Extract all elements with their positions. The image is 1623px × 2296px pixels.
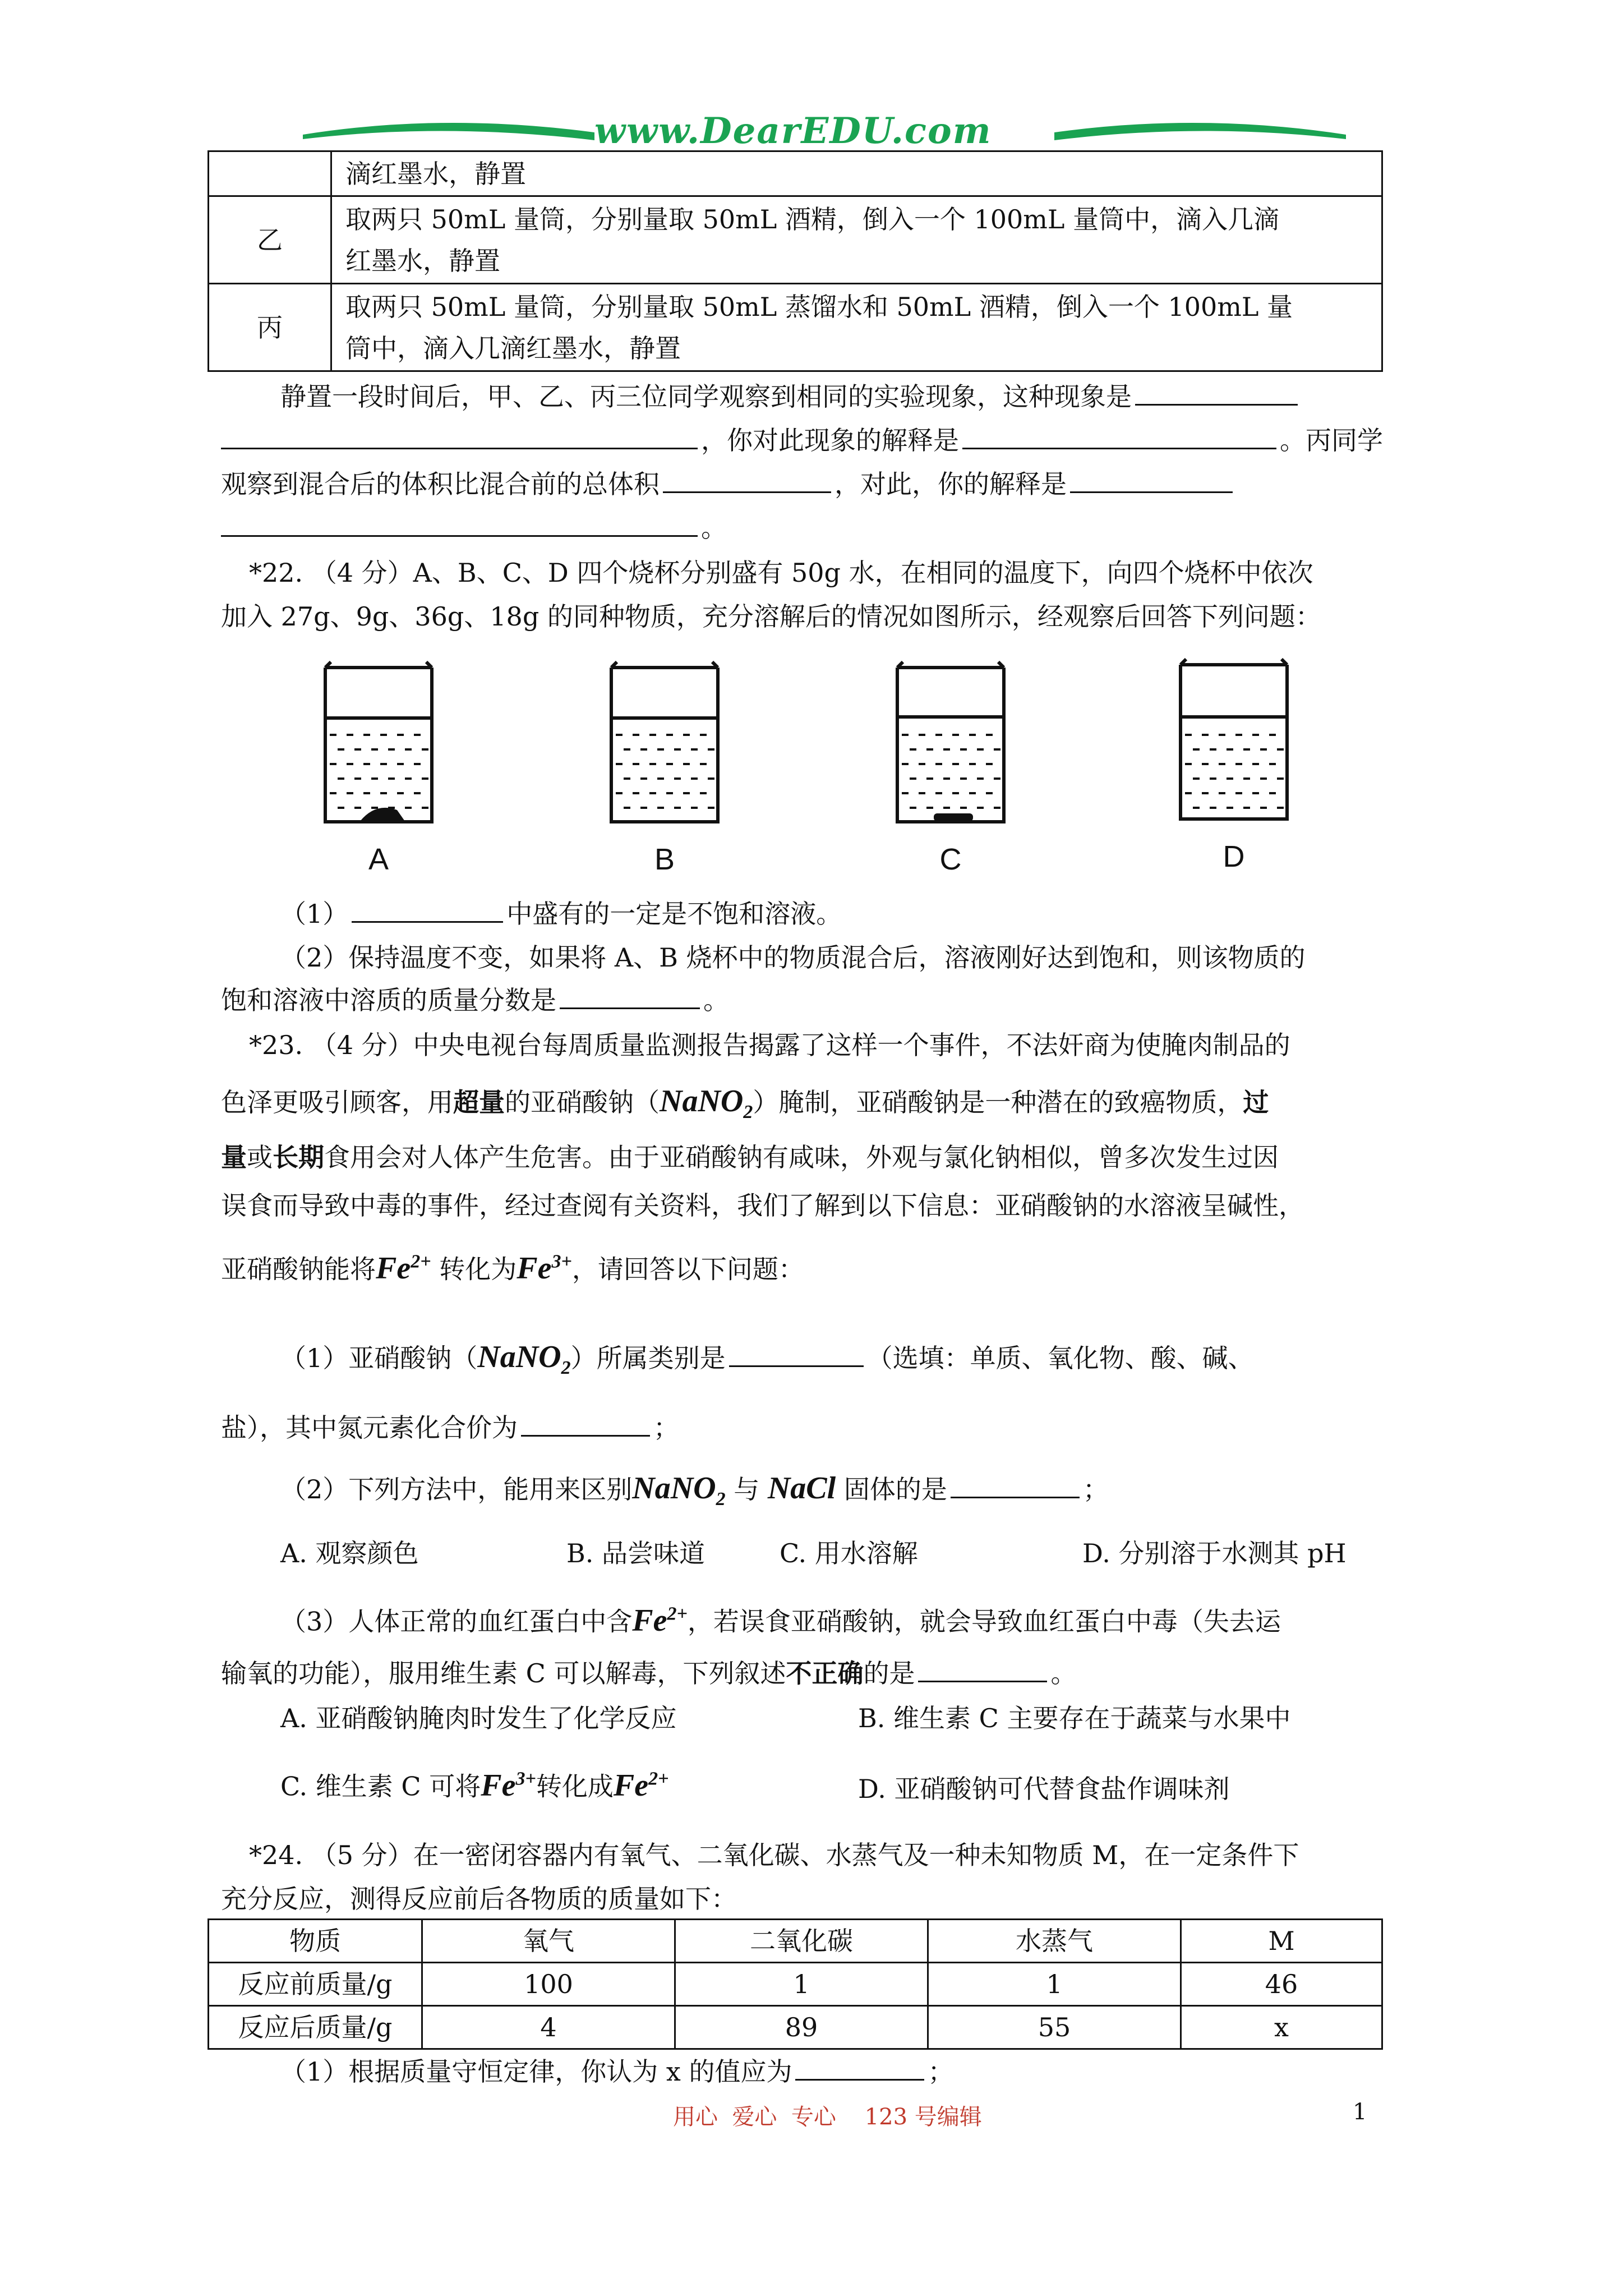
q21-line2: ，你对此现象的解释是 。丙同学 — [221, 418, 1383, 462]
table-cell: 1 — [928, 1963, 1181, 2006]
q23-line4: 误食而导致中毒的事件，经过查阅有关资料，我们了解到以下信息：亚硝酸钠的水溶液呈碱性， — [221, 1190, 1304, 1221]
row-text-line: 红墨水，静置 — [345, 245, 500, 276]
header-cell: M — [1181, 1920, 1382, 1963]
table-row — [209, 2006, 1382, 2049]
q24-line1: *24. （5 分）在一密闭容器内有氧气、二氧化碳、水蒸气及一种未知物质 M，在一定条件下 — [249, 1840, 1299, 1870]
header-cell: 氧气 — [422, 1920, 675, 1963]
q24-line2: 充分反应，测得反应前后各物质的质量如下： — [221, 1884, 737, 1914]
q23-part2: （2）下列方法中，能用来区别NaNO$_2$ 与 NaCl 固体的是 ； — [280, 1471, 1109, 1510]
row-text: 滴红墨水，静置 — [331, 151, 1382, 196]
beaker-c — [897, 662, 1004, 822]
q22-part2-line1: （2）保持温度不变，如果将 A、B 烧杯中的物质混合后，溶液刚好达到饱和，则该物质的 — [280, 942, 1306, 973]
q21-line4: 。 — [221, 506, 727, 550]
formula-nano2: NaNO$_2$ — [477, 1340, 571, 1379]
table-cell: 1 — [675, 1963, 928, 2006]
table-cell: 100 — [422, 1963, 675, 2006]
formula-nano2: NaNO$_2$ — [660, 1084, 753, 1123]
beaker-b — [611, 662, 718, 822]
footer-text: 用心 爱心 专心 123 号编辑 — [673, 2104, 982, 2130]
beaker-label-b: B — [654, 843, 675, 875]
q23-option-a: A. 观察颜色 — [280, 1538, 419, 1568]
q23-line5: 亚硝酸钠能将$Fe^{2+}$ 转化为$Fe^{3+}$，请回答以下问题： — [221, 1250, 804, 1286]
q23-option-d: D. 分别溶于水测其 pH — [1082, 1538, 1347, 1568]
table-cell: 反应后质量/g — [209, 2006, 422, 2049]
formula-fe2: $Fe^{2+}$ — [376, 1250, 431, 1286]
q23-line2: 色泽更吸引顾客，用超量的亚硝酸钠（NaNO$_2$）腌制，亚硝酸钠是一种潜在的致癌物质，过 — [221, 1084, 1269, 1123]
table-cell: 55 — [928, 2006, 1181, 2049]
beakers-figure — [314, 651, 1301, 875]
q23-line1: *23. （4 分）中央电视台每周质量监测报告揭露了这样一个事件，不法奸商为使腌肉制品的 — [249, 1030, 1290, 1060]
beaker-a — [325, 662, 432, 822]
row-label: 丙 — [209, 284, 331, 371]
q23-option-c: C. 用水溶解 — [780, 1538, 918, 1568]
q23-part3-option-c: C. 维生素 C 可将$Fe^{3+}$转化成$Fe^{2+}$ — [280, 1768, 669, 1803]
formula-fe2: $Fe^{2+}$ — [632, 1603, 688, 1638]
table-row — [209, 151, 1382, 196]
header-cell: 二氧化碳 — [675, 1920, 928, 1963]
formula-fe3: $Fe^{3+}$ — [517, 1250, 572, 1286]
row-text-line: 取两只 50mL 量筒，分别量取 50mL 酒精，倒入一个 100mL 量筒中，滴入几滴 — [345, 204, 1280, 234]
beaker-label-c: C — [939, 843, 962, 875]
q21-line3: 观察到混合后的体积比混合前的总体积 ，对此，你的解释是 — [221, 462, 1236, 506]
q23-part1-line2: 盐），其中氮元素化合价为 ； — [221, 1406, 679, 1450]
formula-fe2: $Fe^{2+}$ — [613, 1768, 669, 1803]
q22-part2-line2: 饱和溶液中溶质的质量分数是 。 — [221, 978, 729, 1022]
table-header-row — [209, 1920, 1382, 1963]
row-label: 乙 — [209, 196, 331, 284]
table-cell: 89 — [675, 2006, 928, 2049]
q23-option-b: B. 品尝味道 — [566, 1538, 706, 1568]
q23-part3-option-d: D. 亚硝酸钠可代替食盐作调味剂 — [858, 1774, 1230, 1804]
formula-nano2: NaNO$_2$ — [632, 1471, 726, 1510]
q23-part1-line1: （1）亚硝酸钠（NaNO$_2$）所属类别是 （选填：单质、氧化物、酸、碱、 — [280, 1340, 1254, 1379]
table-row — [209, 196, 1382, 284]
row-text-line: 筒中，滴入几滴红墨水，静置 — [345, 333, 681, 364]
q23-part3-line1: （3）人体正常的血红蛋白中含$Fe^{2+}$，若误食亚硝酸钠，就会导致血红蛋白中毒（失去运 — [280, 1603, 1281, 1638]
sediment-a — [360, 808, 405, 821]
table-cell: 46 — [1181, 1963, 1382, 2006]
row-label — [209, 151, 331, 196]
experiment-table — [208, 150, 1383, 372]
header-cell: 物质 — [209, 1920, 422, 1963]
beaker-d — [1181, 659, 1287, 819]
table-cell: 4 — [422, 2006, 675, 2049]
q24-part1: （1）根据质量守恒定律，你认为 x 的值应为 ； — [280, 2050, 953, 2093]
site-logo: www.DearEDU.com — [594, 110, 992, 152]
formula-nacl: NaCl — [767, 1471, 836, 1506]
table-row — [209, 1963, 1382, 2006]
sediment-c — [934, 813, 973, 821]
row-text-line: 取两只 50mL 量筒，分别量取 50mL 蒸馏水和 50mL 酒精，倒入一个 100mL 量 — [345, 291, 1293, 322]
header-cell: 水蒸气 — [928, 1920, 1181, 1963]
mass-table — [208, 1918, 1383, 2050]
q22-line1: *22. （4 分）A、B、C、D 四个烧杯分别盛有 50g 水，在相同的温度下，向四个烧杯中依次 — [249, 558, 1313, 588]
formula-fe3: $Fe^{3+}$ — [481, 1768, 536, 1803]
beaker-label-d: D — [1223, 840, 1245, 873]
table-row — [209, 284, 1382, 371]
beaker-label-a: A — [368, 843, 389, 875]
q23-part3-option-b: B. 维生素 C 主要存在于蔬菜与水果中 — [858, 1703, 1291, 1733]
table-cell: x — [1181, 2006, 1382, 2049]
q22-line2: 加入 27g、9g、36g、18g 的同种物质，充分溶解后的情况如图所示，经观察后回答下列问题： — [221, 601, 1321, 632]
q21-line1: 静置一段时间后，甲、乙、丙三位同学观察到相同的实验现象，这种现象是 — [280, 375, 1301, 418]
page-number: 1 — [1353, 2099, 1367, 2125]
q23-part3-line2: 输氧的功能），服用维生素 C 可以解毒，下列叙述不正确的是 。 — [221, 1651, 1076, 1695]
table-cell: 反应前质量/g — [209, 1963, 422, 2006]
q23-part3-option-a: A. 亚硝酸钠腌肉时发生了化学反应 — [280, 1703, 677, 1733]
row-text — [331, 284, 1382, 371]
q23-line3: 量或长期食用会对人体产生危害。由于亚硝酸钠有咸味，外观与氯化钠相似，曾多次发生过因 — [221, 1142, 1279, 1172]
row-text — [331, 196, 1382, 284]
q22-part1: （1） 中盛有的一定是不饱和溶液。 — [280, 892, 842, 936]
